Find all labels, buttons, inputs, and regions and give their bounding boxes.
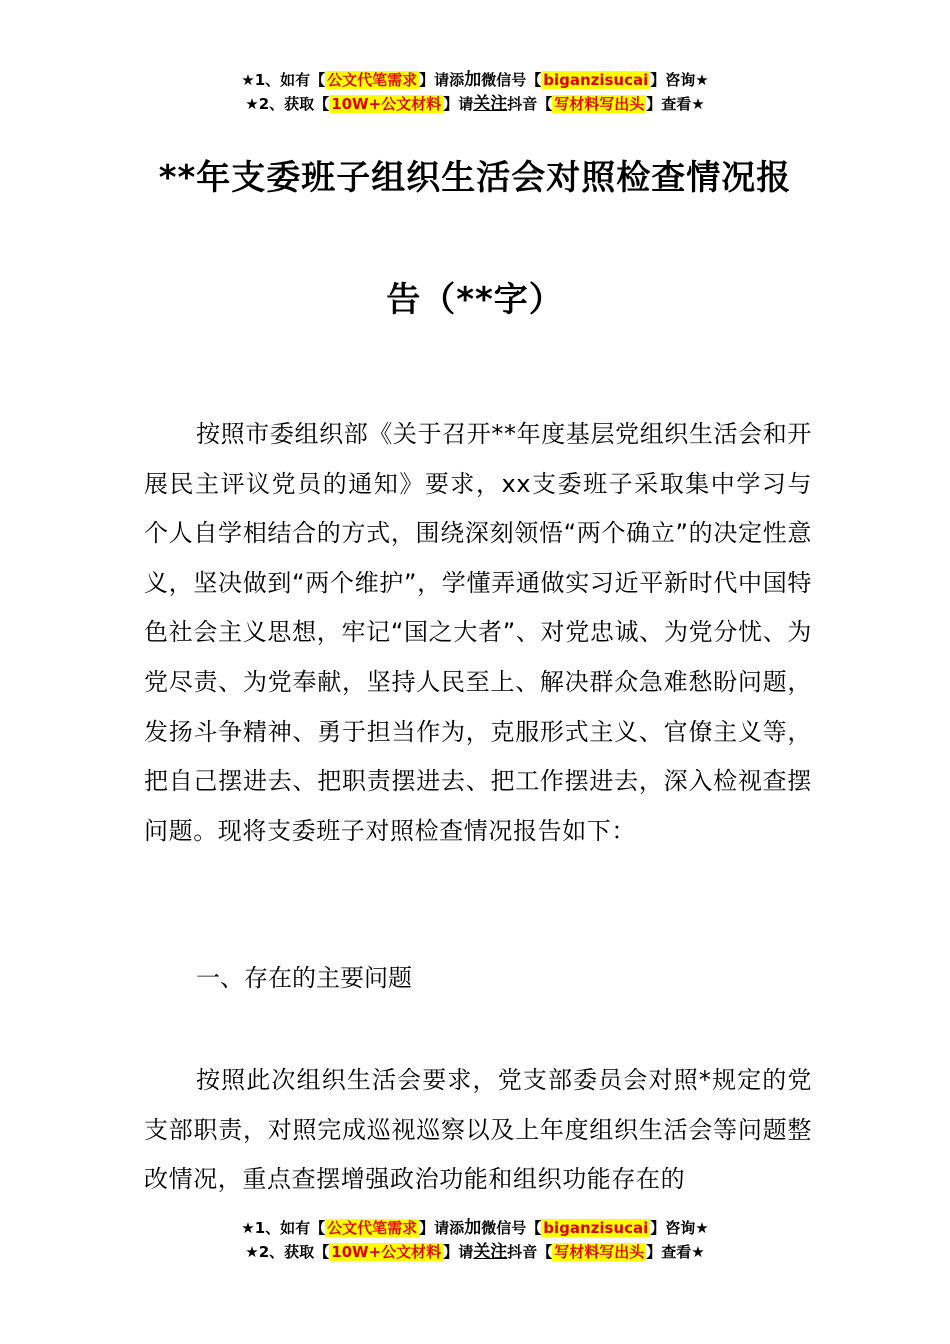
banner-text: 】请添 xyxy=(419,1219,465,1237)
banner-text: 加 xyxy=(464,1218,482,1238)
banner-text: ★1、如有【 xyxy=(241,1219,326,1237)
banner-line-2 xyxy=(0,1240,950,1264)
banner-text: ★2、获取【 xyxy=(245,95,330,113)
banner-text: 】查看★ xyxy=(646,95,705,113)
banner-text: 】咨询★ xyxy=(650,1219,709,1237)
banner-text: ★2、获取【 xyxy=(245,1243,330,1261)
banner-line-1 xyxy=(0,1216,950,1240)
banner-text: 】请 xyxy=(443,95,474,113)
banner-highlight: 写材料写出头 xyxy=(554,95,645,113)
document-title-line-2: 告（**字） xyxy=(386,280,564,320)
banner-text: 抖音【 xyxy=(507,95,553,113)
banner-text: 】查看★ xyxy=(646,1243,705,1261)
banner-text: 】请添 xyxy=(419,71,465,89)
document-title-line-1: **年支委班子组织生活会对照检查情况报 xyxy=(158,158,792,198)
banner-highlight: 公文代笔需求 xyxy=(327,71,418,89)
banner-text: 微信号【 xyxy=(481,1219,542,1237)
banner-highlight: 公文代笔需求 xyxy=(327,1219,418,1237)
banner-text: 加 xyxy=(464,70,482,90)
banner-line-2 xyxy=(0,92,950,116)
banner-text: 】咨询★ xyxy=(650,71,709,89)
body-paragraph-1: 按照市委组织部《关于召开**年度基层党组织生活会和开展民主评议党员的通知》要求，xx支委班子采取集中学习与个人自学相结合的方式，围绕深刻领悟“两个确立”的决定性意义，坚决做到“两个维护”，学懂弄通做实习近平新时代中国特色社会主义思想，牢记“国之大者”、对党忠诚、为党分忧、为党尽责、为党奉献，坚持人民至上、解决群众急难愁盼问题，发扬斗争精神、勇于担当作为，克服形式主义、官僚主义等，把自己摆进去、把职责摆进去、把工作摆进去，深入检视查摆问题。现将支委班子对照检查情况报告如下： xyxy=(144,420,812,845)
banner-highlight: 10W+公文材料 xyxy=(331,1243,442,1261)
section-heading-1: 一、存在的主要问题 xyxy=(196,964,412,992)
banner-highlight: 10W+公文材料 xyxy=(331,95,442,113)
banner-text: 关注 xyxy=(473,1242,508,1262)
banner-text: 关注 xyxy=(473,94,508,114)
banner-text: 微信号【 xyxy=(481,71,542,89)
banner-highlight: biganzisucai xyxy=(543,1219,649,1237)
banner-text: 】请 xyxy=(443,1243,474,1261)
banner-highlight: 写材料写出头 xyxy=(554,1243,645,1261)
top-banner xyxy=(0,68,950,116)
bottom-banner xyxy=(0,1216,950,1264)
banner-text: ★1、如有【 xyxy=(241,71,326,89)
banner-highlight: biganzisucai xyxy=(543,71,649,89)
body-paragraph-2: 按照此次组织生活会要求，党支部委员会对照*规定的党支部职责，对照完成巡视巡察以及上年度组织生活会等问题整改情况，重点查摆增强政治功能和组织功能存在的 xyxy=(144,1066,812,1194)
banner-line-1 xyxy=(0,68,950,92)
banner-text: 抖音【 xyxy=(507,1243,553,1261)
